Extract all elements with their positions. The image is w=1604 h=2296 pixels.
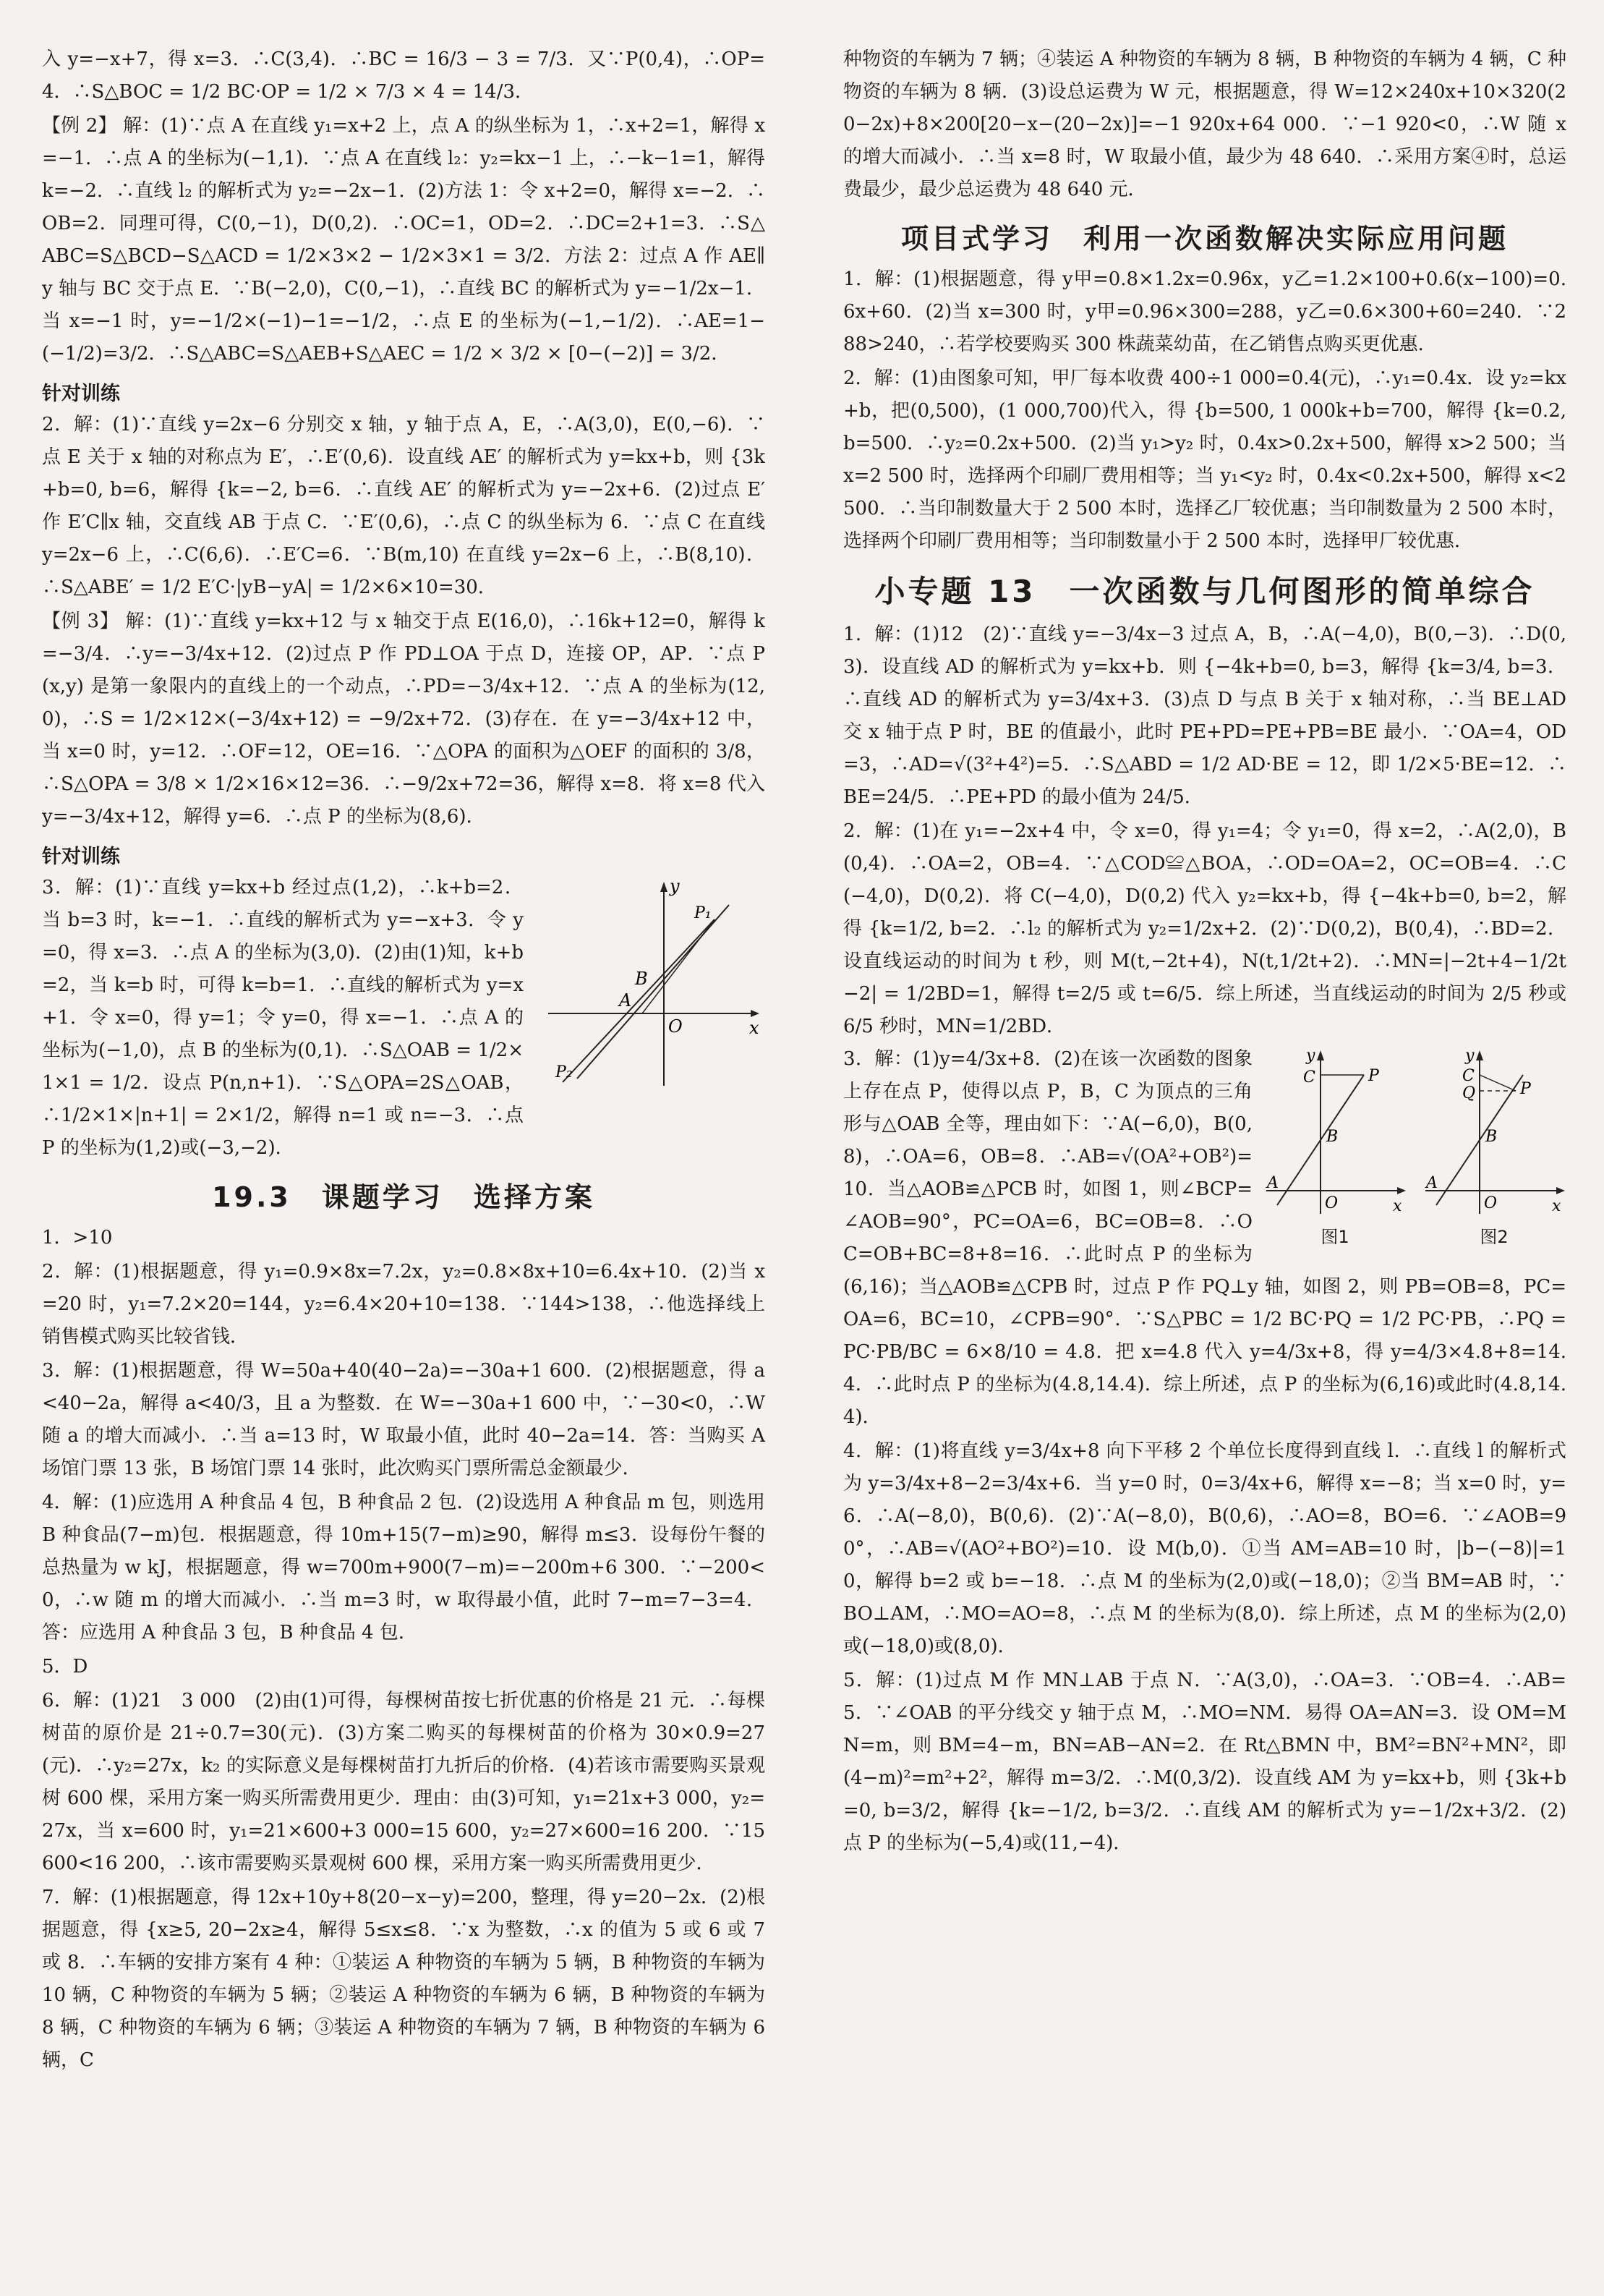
answer-6: 6．解：(1)21 3 000 (2)由(1)可得，每棵树苗按七折优惠的价格是 21 元．∴每棵树苗的原价是 21÷0.7=30(元)．(3)方案二购买的每棵树苗的价格为 30×0.9=27(元)．∴y₂=27x，k₂ 的实际意义是每棵树苗打九折后的价格．(4)若该市需要购买景观树 600 棵，采用方案一购买所需费用更少．理由：由(3)可知，y₁=21x+3 000，y₂=27x，当 x=600 时，y₁=21×600+3 000=15 600，y₂=27×600=16 200．∵15 600<16 200，∴该市需要购买景观树 600 棵，采用方案一购买所需费用更少． bbox=[42, 1690, 765, 1874]
label-b: B bbox=[635, 969, 648, 989]
example-3: 【例 3】 解：(1)∵直线 y=kx+12 与 x 轴交于点 E(16,0)，∴16k+12=0，解得 k=−3/4．∴y=−3/4x+12．(2)过点 P 作 PD⊥OA 于点 D，连接 OP，AP．∵点 P(x,y) 是第一象限内的直线上的一个动点，∴PD=−3/4x+12．∵点 A 的坐标为(12,0)，∴S = 1/2×12×(−3/4x+12) = −9/2x+72．(3)存在．在 y=−3/4x+12 中，当 x=0 时，y=12．∴OF=12，OE=16．∵△OPA 的面积为△OEF 的面积的 3/8，∴S△OPA = 3/8 × 1/2×16×12=36．∴−9/2x+72=36，解得 x=8．将 x=8 代入 y=−3/4x+12，解得 y=6．∴点 P 的坐标为(8,6)． bbox=[42, 611, 765, 828]
figure-1 bbox=[1263, 1046, 1407, 1248]
fig2-label-p: P bbox=[1520, 1080, 1531, 1098]
coordinate-graph bbox=[534, 876, 765, 1093]
figure-2 bbox=[1422, 1046, 1566, 1248]
example-2: 【例 2】 解：(1)∵点 A 在直线 y₁=x+2 上，点 A 的纵坐标为 1，∴x+2=1，解得 x=−1．∴点 A 的坐标为(−1,1)．∵点 A 在直线 l₂：y₂=kx−1 上，∴−k−1=1，解得 k=−2．∴直线 l₂ 的解析式为 y₂=−2x−1．(2)方法 1：令 x+2=0，解得 x=−2．∴OB=2．同理可得，C(0,−1)，D(0,2)．∴OC=1，OD=2．∴DC=2+1=3．∴S△ABC=S△BCD−S△ACD = 1/2×3×2 − 1/2×3×1 = 3/2．方法 2：过点 A 作 AE∥y 轴与 BC 交于点 E．∵B(−2,0)，C(0,−1)，∴直线 BC 的解析式为 y=−1/2x−1．当 x=−1 时，y=−1/2×(−1)−1=−1/2，∴点 E 的坐标为(−1,−1/2)．∴AE=1−(−1/2)=3/2．∴S△ABC=S△AEB+S△AEC = 1/2 × 3/2 × [0−(−2)] = 3/2． bbox=[42, 115, 765, 365]
label-o: O bbox=[668, 1016, 683, 1037]
answer-2: 2．解：(1)根据题意，得 y₁=0.9×8x=7.2x，y₂=0.8×8x+10=6.4x+10．(2)当 x=20 时，y₁=7.2×20=144，y₂=6.4×20+10=138．∵144>138，∴他选择线上销售模式购买比较省钱． bbox=[42, 1261, 765, 1348]
answer-1: 1．>10 bbox=[42, 1227, 113, 1249]
topic-answer-2: 2．解：(1)在 y₁=−2x+4 中，令 x=0，得 y₁=4；令 y₁=0，得 x=2，∴A(2,0)，B(0,4)．∴OA=2，OB=4．∵△COD≌△BOA，∴OD=OA=2，OC=OB=4．∴C(−4,0)，D(0,2)．将 C(−4,0)，D(0,2) 代入 y₂=kx+b，得 {−4k+b=0, b=2，解得 {k=1/2, b=2．∴l₂ 的解析式为 y₂=1/2x+2．(2)∵D(0,2)，B(0,4)，∴BD=2．设直线运动的时间为 t 秒，则 M(t,−2t+4)，N(t,1/2t+2)．∴MN=|−2t+4−1/2t−2| = 1/2BD=1，解得 t=2/5 或 t=6/5．综上所述，当直线运动的时间为 2/5 秒或 6/5 秒时，MN=1/2BD． bbox=[843, 820, 1566, 1037]
section-heading-topic-13: 小专题 13 一次函数与几何图形的简单综合 bbox=[874, 574, 1535, 609]
section-heading-project: 项目式学习 利用一次函数解决实际应用问题 bbox=[900, 223, 1509, 255]
section-heading-19-3: 19.3 课题学习 选择方案 bbox=[212, 1181, 595, 1213]
left-column bbox=[42, 43, 765, 2257]
label-p1: P₁ bbox=[694, 904, 712, 922]
fig1-label-y: y bbox=[1306, 1047, 1315, 1065]
fig2-label-o: O bbox=[1484, 1194, 1498, 1212]
paragraph: 入 y=−x+7，得 x=3．∴C(3,4)．∴BC = 16/3 − 3 = 7/3．又∵P(0,4)，∴OP=4．∴S△BOC = 1/2 BC·OP = 1/2 × 7/3 × 4 = 14/3． bbox=[42, 48, 765, 103]
fig2-label-a: A bbox=[1426, 1174, 1438, 1192]
topic-answer-3: 3．解：(1)y=4/3x+8．(2)在该一次函数的图象上存在点 P，使得以点 P，B，C 为顶点的三角形与△OAB 全等，理由如下：∵A(−6,0)，B(0,8)，∴OA=6，OB=8．∴AB=√(OA²+OB²)=10．当△AOB≌△PCB 时，如图 1，则∠BCP=∠AOB=90°，PC=OA=6，BC=OB=8．∴OC=OB+BC=8+8=16．∴此时点 P 的坐标为(6,16)；当△AOB≌△CPB 时，过点 P 作 PQ⊥y 轴，如图 2，则 PB=OB=8，PC=OA=6，BC=10，∠CPB=90°．∵S△PBC = 1/2 BC·PQ = 1/2 PC·PB，∴PQ = PC·PB/BC = 6×8/10 = 4.8．把 x=4.8 代入 y=4/3x+8，得 y=4/3×4.8+8=14.4．∴此时点 P 的坐标为(4.8,14.4)．综上所述，点 P 的坐标为(6,16)或此时(4.8,14.4)． bbox=[843, 1048, 1566, 1428]
fig2-label-x: x bbox=[1552, 1197, 1561, 1215]
fig1-label-o: O bbox=[1325, 1194, 1339, 1212]
subheading-practice: 针对训练 bbox=[42, 846, 120, 868]
figure-2-caption: 图2 bbox=[1480, 1227, 1509, 1247]
figure-1-caption: 图1 bbox=[1321, 1227, 1349, 1247]
fig1-label-p: P bbox=[1368, 1067, 1379, 1085]
right-column bbox=[843, 43, 1566, 2257]
label-a: A bbox=[619, 990, 632, 1011]
fig2-label-c: C bbox=[1462, 1067, 1475, 1085]
label-y: y bbox=[670, 876, 680, 896]
practice-2: 2．解：(1)∵直线 y=2x−6 分别交 x 轴，y 轴于点 A，E，∴A(3,0)，E(0,−6)．∵点 E 关于 x 轴的对称点为 E′，∴E′(0,6)．设直线 AE′ 的解析式为 y=kx+b，则 {3k+b=0, b=6，解得 {k=−2, b=6．∴直线 AE′ 的解析式为 y=−2x+6．(2)过点 E′ 作 E′C∥x 轴，交直线 AB 于点 C．∵E′(0,6)，∴点 C 的纵坐标为 6．∵点 C 在直线 y=2x−6 上，∴C(6,6)．∴E′C=6．∵B(m,10) 在直线 y=2x−6 上，∴B(8,10)．∴S△ABE′ = 1/2 E′C·|yB−yA| = 1/2×6×10=30． bbox=[42, 414, 765, 598]
fig2-label-y: y bbox=[1465, 1047, 1475, 1065]
practice-3: 3．解：(1)∵直线 y=kx+b 经过点(1,2)，∴k+b=2．当 b=3 时，k=−1．∴直线的解析式为 y=−x+3．令 y=0，得 x=3．∴点 A 的坐标为(3,0)．(2)由(1)知，k+b=2，当 k=b 时，可得 k=b=1．∴直线的解析式为 y=x+1．令 x=0，得 y=1；令 y=0，得 x=−1．∴点 A 的坐标为(−1,0)，点 B 的坐标为(0,1)．∴S△OAB = 1/2×1×1 = 1/2．设点 P(n,n+1)．∵S△OPA=2S△OAB，∴1/2×1×|n+1| = 2×1/2，解得 n=1 或 n=−3．∴点 P 的坐标为(1,2)或(−3,−2)． bbox=[42, 877, 524, 1159]
fig1-label-c: C bbox=[1303, 1068, 1315, 1087]
figure-line-graph bbox=[534, 876, 765, 1096]
fig1-label-b: B bbox=[1326, 1128, 1339, 1146]
fig2-label-q: Q bbox=[1462, 1084, 1476, 1102]
fig2-label-b: B bbox=[1485, 1128, 1498, 1146]
label-p2: P₂ bbox=[555, 1063, 573, 1081]
fig1-label-x: x bbox=[1393, 1197, 1402, 1215]
figure-2-graph bbox=[1422, 1046, 1566, 1220]
figure-pair bbox=[1263, 1046, 1566, 1248]
answer-3: 3．解：(1)根据题意，得 W=50a+40(40−2a)=−30a+1 600．(2)根据题意，得 a<40−2a，解得 a<40/3，且 a 为整数．在 W=−30a+1 600 中，∵−30<0，∴W 随 a 的增大而减小．∴当 a=13 时，W 取最小值，此时 40−2a=14．答：当购买 A 场馆门票 13 张，B 场馆门票 14 张时，此次购买门票所需总金额最少． bbox=[42, 1360, 765, 1479]
project-answer-1: 1．解：(1)根据题意，得 y甲=0.8×1.2x=0.96x，y乙=1.2×100+0.6(x−100)=0.6x+60．(2)当 x=300 时，y甲=0.96×300=288，y乙=0.6×300+60=240．∵288>240，∴若学校要购买 300 株蔬菜幼苗，在乙销售点购买更优惠． bbox=[843, 268, 1566, 355]
topic-answer-4: 4．解：(1)将直线 y=3/4x+8 向下平移 2 个单位长度得到直线 l．∴直线 l 的解析式为 y=3/4x+8−2=3/4x+6．当 y=0 时，0=3/4x+6，解得 x=−8；当 x=0 时，y=6．∴A(−8,0)，B(0,6)．(2)∵A(−8,0)，B(0,6)，∴AO=8，BO=6．∵∠AOB=90°，∴AB=√(AO²+BO²)=10．设 M(b,0)．①当 AM=AB=10 时，|b−(−8)|=10，解得 b=2 或 b=−18．∴点 M 的坐标为(2,0)或(−18,0)；②当 BM=AB 时，∵BO⊥AM，∴MO=AO=8，∴点 M 的坐标为(8,0)．综上所述，点 M 的坐标为(2,0)或(−18,0)或(8,0)． bbox=[843, 1440, 1566, 1657]
project-answer-2: 2．解：(1)由图象可知，甲厂每本收费 400÷1 000=0.4(元)，∴y₁=0.4x．设 y₂=kx+b，把(0,500)，(1 000,700)代入，得 {b=500, 1 000k+b=700，解得 {k=0.2, b=500．∴y₂=0.2x+500．(2)当 y₁>y₂ 时，0.4x>0.2x+500，解得 x>2 500；当 x=2 500 时，选择两个印刷厂费用相等；当 y₁<y₂ 时，0.4x<0.2x+500，解得 x<2 500．∴当印制数量大于 2 500 本时，选择乙厂较优惠；当印制数量为 2 500 本时，选择两个印刷厂费用相等；当印制数量小于 2 500 本时，选择甲厂较优惠． bbox=[843, 367, 1566, 552]
answer-7: 7．解：(1)根据题意，得 12x+10y+8(20−x−y)=200，整理，得 y=20−2x．(2)根据题意，得 {x≥5, 20−2x≥4，解得 5≤x≤8．∵x 为整数，∴x 的值为 5 或 6 或 7 或 8．∴车辆的安排方案有 4 种：①装运 A 种物资的车辆为 5 辆，B 种物资的车辆为 10 辆，C 种物资的车辆为 5 辆；②装运 A 种物资的车辆为 6 辆，B 种物资的车辆为 8 辆，C 种物资的车辆为 6 辆；③装运 A 种物资的车辆为 7 辆，B 种物资的车辆为 6 辆，C bbox=[42, 1887, 765, 2071]
fig1-label-a: A bbox=[1267, 1174, 1279, 1192]
topic-answer-1: 1．解：(1)12 (2)∵直线 y=−3/4x−3 过点 A，B，∴A(−4,0)，B(0,−3)．∴D(0,3)．设直线 AD 的解析式为 y=kx+b．则 {−4k+b=0, b=3，解得 {k=3/4, b=3．∴直线 AD 的解析式为 y=3/4x+3．(3)点 D 与点 B 关于 x 轴对称，∴当 BE⊥AD 交 x 轴于点 P 时，BE 的值最小，此时 PE+PD=PE+PB=BE 最小．∵OA=4，OD=3，∴AD=√(3²+4²)=5．∴S△ABD = 1/2 AD·BE = 12，即 1/2×5·BE=12．∴BE=24/5．∴PE+PD 的最小值为 24/5． bbox=[843, 624, 1566, 808]
subheading-practice: 针对训练 bbox=[42, 383, 120, 405]
answer-4: 4．解：(1)应选用 A 种食品 4 包，B 种食品 2 包．(2)设选用 A 种食品 m 包，则选用 B 种食品(7−m)包．根据题意，得 10m+15(7−m)≥90，解得 m≤3．设每份午餐的总热量为 w kJ，根据题意，得 w=700m+900(7−m)=−200m+6 300．∵−200<0，∴w 随 m 的增大而减小．∴当 m=3 时，w 取得最小值，此时 7−m=7−3=4．答：应选用 A 种食品 3 包，B 种食品 4 包． bbox=[42, 1492, 765, 1644]
answer-5: 5．D bbox=[42, 1656, 88, 1678]
figure-1-graph bbox=[1263, 1046, 1407, 1220]
label-x: x bbox=[749, 1018, 759, 1038]
answer-7-continued: 种物资的车辆为 7 辆；④装运 A 种物资的车辆为 8 辆，B 种物资的车辆为 4 辆，C 种物资的车辆为 8 辆．(3)设总运费为 W 元，根据题意，得 W=12×240x+10×320(20−2x)+8×200[20−x−(20−2x)]=−1 920x+64 000．∵−1 920<0，∴W 随 x 的增大而减小．∴当 x=8 时，W 取最小值，最少为 48 640．∴采用方案④时，总运费最少，最少总运费为 48 640 元． bbox=[843, 48, 1566, 200]
topic-answer-5: 5．解：(1)过点 M 作 MN⊥AB 于点 N．∵A(3,0)，∴OA=3．∵OB=4．∴AB=5．∵∠OAB 的平分线交 y 轴于点 M，∴MO=NM．易得 OA=AN=3．设 OM=MN=m，则 BM=4−m，BN=AB−AN=2．在 Rt△BMN 中，BM²=BN²+MN²，即(4−m)²=m²+2²，解得 m=3/2．∴M(0,3/2)．设直线 AM 为 y=kx+b，则 {3k+b=0, b=3/2，解得 {k=−1/2, b=3/2．∴直线 AM 的解析式为 y=−1/2x+3/2．(2)点 P 的坐标为(−5,4)或(11,−4)． bbox=[843, 1670, 1566, 1854]
